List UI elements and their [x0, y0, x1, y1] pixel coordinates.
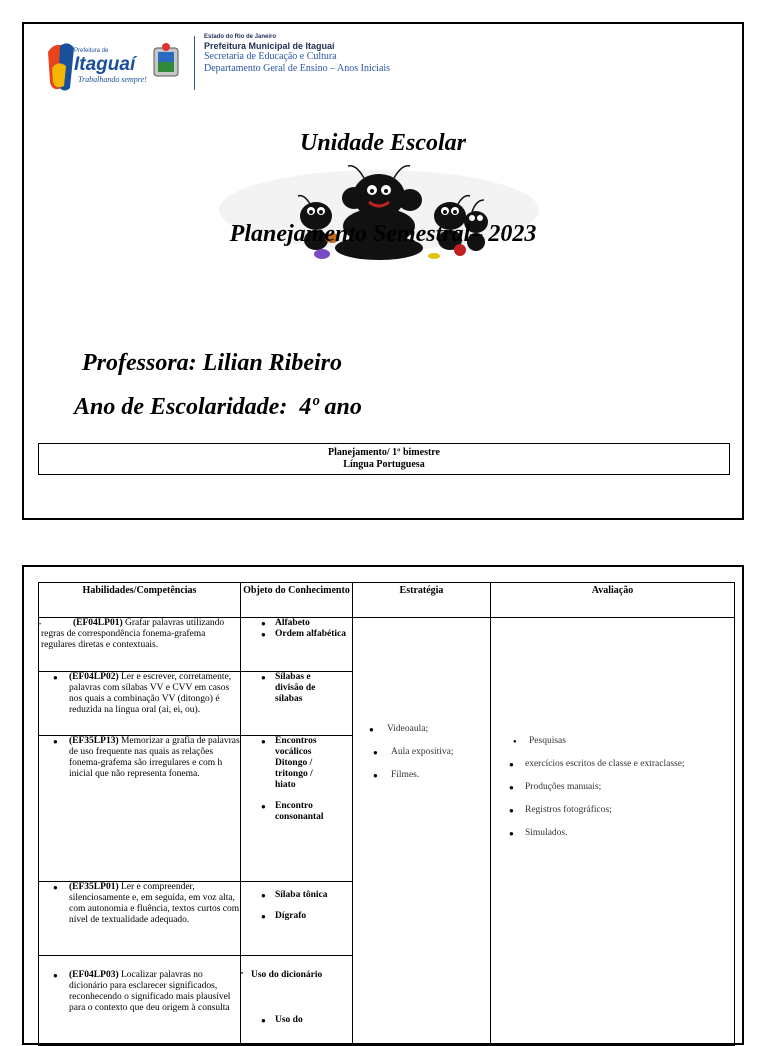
- object-cell: [241, 618, 353, 672]
- school-unit-title: Unidade Escolar: [299, 130, 466, 156]
- strategy-cell: [353, 618, 491, 1046]
- institution-header: [204, 34, 390, 74]
- ants-illustration: [214, 156, 544, 266]
- grade-value: 4º ano: [299, 394, 362, 420]
- strategy-item: ● Filmes.: [373, 770, 454, 781]
- planning-table: [38, 582, 735, 1046]
- table-header-row: [39, 583, 735, 618]
- teacher-name: Professora: Lilian Ribeiro: [82, 350, 343, 376]
- table-row: [39, 618, 735, 672]
- plan-title: Planejamento Semestral– 2023: [229, 221, 537, 247]
- object-item: ● Sílaba tônica: [275, 890, 352, 901]
- header-divider: [194, 36, 195, 90]
- strategy-item: ● Aula expositiva;: [373, 747, 454, 758]
- header-object: Objeto do Conhecimento: [241, 583, 353, 618]
- skill-code: (EF35LP01): [69, 882, 119, 892]
- object-item: ● Alfabeto: [275, 618, 352, 629]
- object-item: ● Dígrafo: [275, 911, 352, 922]
- skill-code: (EF04LP02): [69, 672, 119, 682]
- evaluation-item: ● exercícios escritos de classe e extraclasse;: [509, 759, 685, 770]
- skill-code: (EF04LP03): [69, 970, 119, 980]
- grade-label: Ano de Escolaridade:: [74, 394, 288, 420]
- object-cell: [241, 672, 353, 736]
- object-item: ● Encontro consonantal: [275, 801, 335, 823]
- object-item: ● Uso do: [275, 1015, 352, 1026]
- coat-of-arms-icon: [154, 43, 178, 76]
- skill-text: Grafar palavras utilizando regras de correspondência fonema-grafema regulares diretas e contextuais.: [41, 618, 225, 650]
- planning-page: [22, 565, 744, 1045]
- evaluation-cell: [491, 618, 735, 1046]
- object-item: ● Encontros vocálicos Ditongo / tritongo / hiato: [275, 736, 319, 791]
- cover-page: [22, 22, 744, 520]
- skill-text: Ler e compreender, silenciosamente e, em seguida, em voz alta, com autonomia e fluência, textos curtos com nível de textualidade adequado.: [69, 882, 240, 925]
- state-name: Estado do Rio de Janeiro: [204, 34, 277, 40]
- grade-line: [74, 394, 362, 421]
- header-evaluation: Avaliação: [491, 583, 735, 618]
- department-name: Departamento Geral de Ensino – Anos Iniciais: [204, 62, 391, 74]
- skill-text: Localizar palavras no dicionário para esclarecer significados, reconhecendo o significado mais plausível para o contexto que deu origem à consulta: [69, 970, 231, 1013]
- logo-small-text: Prefeitura de: [74, 48, 109, 54]
- evaluation-item: ● Pesquisas: [509, 736, 685, 747]
- logo-wordmark: Itaguaí: [74, 54, 136, 75]
- skill-code: (EF35LP13): [69, 736, 119, 746]
- prefecture-name: Prefeitura Municipal de Itaguaí: [204, 40, 335, 51]
- header-strategy: Estratégia: [353, 583, 491, 618]
- evaluation-item: ● Registros fotográficos;: [509, 805, 685, 816]
- skill-text: Memorizar a grafia de palavras de uso frequente nas quais as relações fonema-grafema são irregulares e com h inicial que não representa fonema.: [69, 736, 240, 779]
- skill-cell: [39, 736, 241, 882]
- strategy-item: ● Videoaula;: [369, 724, 454, 735]
- object-cell: [241, 736, 353, 882]
- subject-box: [38, 443, 730, 475]
- logo-slogan: Trabalhando sempre!: [78, 75, 147, 84]
- header-skills: Habilidades/Competências: [39, 583, 241, 618]
- subject-label: Língua Portuguesa: [343, 459, 425, 470]
- object-cell: [241, 882, 353, 956]
- object-item: ● Ordem alfabética: [275, 629, 352, 640]
- itaguai-logo: [44, 38, 194, 100]
- object-item: ● Sílabas e divisão de sílabas: [275, 672, 335, 705]
- object-item: • Uso do dicionário: [241, 970, 323, 980]
- skill-code: (EF04LP01): [73, 618, 123, 628]
- bimester-label: Planejamento/ 1º bimestre: [328, 447, 440, 458]
- skill-cell: • (EF04LP01) Grafar palavras utilizando regras de correspondência fonema-grafema regulares diretas e contextuais.: [39, 618, 241, 672]
- secretariat-name: Secretaria de Educação e Cultura: [204, 51, 337, 63]
- skill-cell: [39, 956, 241, 1046]
- skill-cell: [39, 672, 241, 736]
- evaluation-item: ● Simulados.: [509, 828, 685, 839]
- skill-cell: [39, 882, 241, 956]
- skill-text: Ler e escrever, corretamente, palavras com sílabas VV e CVV em casos nos quais a combinação VV (ditongo) é reduzida na língua oral (ai, ei, ou).: [69, 672, 232, 715]
- object-cell: [241, 956, 353, 1046]
- evaluation-item: ● Produções manuais;: [509, 782, 685, 793]
